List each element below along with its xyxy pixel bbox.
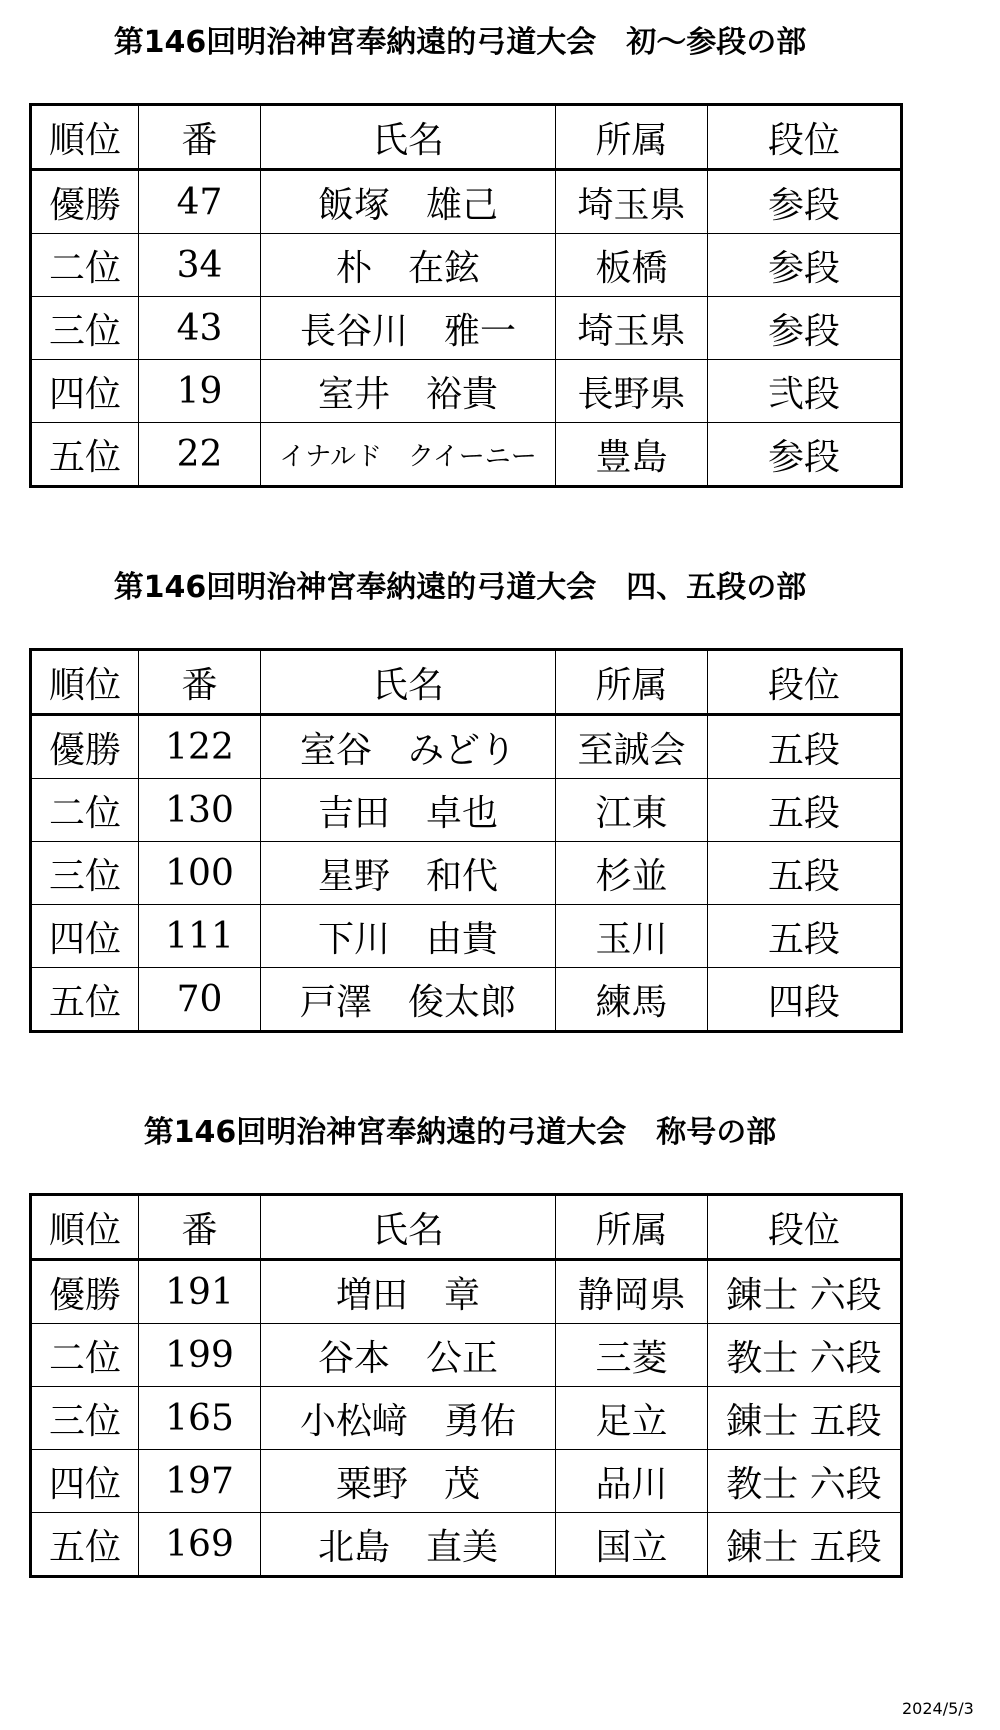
table-row <box>31 842 902 905</box>
table-header-row <box>31 105 902 170</box>
header-name: 氏名 <box>261 1195 556 1260</box>
header-name: 氏名 <box>261 105 556 170</box>
number-cell: 19 <box>139 360 261 423</box>
name-cell: 増田 章 <box>261 1260 556 1324</box>
affiliation-cell: 至誠会 <box>556 715 708 779</box>
rank-cell: 三位 <box>31 297 139 360</box>
table-row <box>31 968 902 1032</box>
table-row <box>31 170 902 234</box>
rank-cell: 五位 <box>31 423 139 487</box>
grade-cell: 五段 <box>708 779 902 842</box>
header-grade: 段位 <box>708 650 902 715</box>
header-rank: 順位 <box>31 105 139 170</box>
rank-cell: 四位 <box>31 905 139 968</box>
table-row <box>31 715 902 779</box>
affiliation-cell: 品川 <box>556 1450 708 1513</box>
table-row <box>31 1450 902 1513</box>
header-affiliation: 所属 <box>556 650 708 715</box>
table-row <box>31 234 902 297</box>
table-row <box>31 1513 902 1577</box>
grade-cell: 錬士 六段 <box>708 1260 902 1324</box>
name-cell: 粟野 茂 <box>261 1450 556 1513</box>
rank-cell: 優勝 <box>31 170 139 234</box>
number-cell: 100 <box>139 842 261 905</box>
table-row <box>31 1387 902 1450</box>
number-cell: 70 <box>139 968 261 1032</box>
name-cell: 谷本 公正 <box>261 1324 556 1387</box>
name-cell: 飯塚 雄己 <box>261 170 556 234</box>
rank-cell: 五位 <box>31 968 139 1032</box>
table-row <box>31 1324 902 1387</box>
name-cell: 吉田 卓也 <box>261 779 556 842</box>
header-affiliation: 所属 <box>556 1195 708 1260</box>
name-cell: 室井 裕貴 <box>261 360 556 423</box>
table-header-row <box>31 1195 902 1260</box>
affiliation-cell: 国立 <box>556 1513 708 1577</box>
affiliation-cell: 静岡県 <box>556 1260 708 1324</box>
number-cell: 199 <box>139 1324 261 1387</box>
grade-cell: 錬士 五段 <box>708 1513 902 1577</box>
grade-cell: 教士 六段 <box>708 1450 902 1513</box>
rank-cell: 二位 <box>31 234 139 297</box>
grade-cell: 錬士 五段 <box>708 1387 902 1450</box>
rank-cell: 二位 <box>31 1324 139 1387</box>
number-cell: 191 <box>139 1260 261 1324</box>
rank-cell: 優勝 <box>31 1260 139 1324</box>
table-row <box>31 297 902 360</box>
name-cell: 北島 直美 <box>261 1513 556 1577</box>
table-row <box>31 905 902 968</box>
affiliation-cell: 玉川 <box>556 905 708 968</box>
grade-cell: 参段 <box>708 297 902 360</box>
rank-cell: 優勝 <box>31 715 139 779</box>
grade-cell: 弐段 <box>708 360 902 423</box>
grade-cell: 教士 六段 <box>708 1324 902 1387</box>
table-header-row <box>31 650 902 715</box>
number-cell: 43 <box>139 297 261 360</box>
header-grade: 段位 <box>708 105 902 170</box>
number-cell: 111 <box>139 905 261 968</box>
affiliation-cell: 三菱 <box>556 1324 708 1387</box>
number-cell: 197 <box>139 1450 261 1513</box>
name-cell: 星野 和代 <box>261 842 556 905</box>
name-cell: 室谷 みどり <box>261 715 556 779</box>
table-row <box>31 1260 902 1324</box>
affiliation-cell: 杉並 <box>556 842 708 905</box>
name-cell: イナルド クイーニー <box>261 423 556 487</box>
number-cell: 22 <box>139 423 261 487</box>
name-cell: 小松﨑 勇佑 <box>261 1387 556 1450</box>
rank-cell: 四位 <box>31 1450 139 1513</box>
results-table <box>29 1193 903 1578</box>
grade-cell: 五段 <box>708 905 902 968</box>
grade-cell: 参段 <box>708 234 902 297</box>
name-cell: 戸澤 俊太郎 <box>261 968 556 1032</box>
affiliation-cell: 豊島 <box>556 423 708 487</box>
affiliation-cell: 江東 <box>556 779 708 842</box>
header-number: 番 <box>139 1195 261 1260</box>
table-row <box>31 360 902 423</box>
header-rank: 順位 <box>31 650 139 715</box>
name-cell: 長谷川 雅一 <box>261 297 556 360</box>
number-cell: 130 <box>139 779 261 842</box>
grade-cell: 参段 <box>708 423 902 487</box>
number-cell: 34 <box>139 234 261 297</box>
table-row <box>31 779 902 842</box>
number-cell: 169 <box>139 1513 261 1577</box>
name-cell: 下川 由貴 <box>261 905 556 968</box>
header-number: 番 <box>139 105 261 170</box>
section-title: 第146回明治神宮奉納遠的弓道大会 四、五段の部 <box>113 570 807 605</box>
grade-cell: 五段 <box>708 715 902 779</box>
affiliation-cell: 板橋 <box>556 234 708 297</box>
name-cell: 朴 在鉉 <box>261 234 556 297</box>
table-row <box>31 423 902 487</box>
affiliation-cell: 埼玉県 <box>556 297 708 360</box>
header-name: 氏名 <box>261 650 556 715</box>
affiliation-cell: 長野県 <box>556 360 708 423</box>
date-stamp: 2024/5/3 <box>902 1699 974 1718</box>
rank-cell: 二位 <box>31 779 139 842</box>
section-title: 第146回明治神宮奉納遠的弓道大会 初～参段の部 <box>113 25 807 60</box>
header-affiliation: 所属 <box>556 105 708 170</box>
number-cell: 47 <box>139 170 261 234</box>
header-grade: 段位 <box>708 1195 902 1260</box>
grade-cell: 参段 <box>708 170 902 234</box>
affiliation-cell: 埼玉県 <box>556 170 708 234</box>
grade-cell: 四段 <box>708 968 902 1032</box>
rank-cell: 三位 <box>31 1387 139 1450</box>
rank-cell: 三位 <box>31 842 139 905</box>
section-title: 第146回明治神宮奉納遠的弓道大会 称号の部 <box>143 1115 777 1150</box>
affiliation-cell: 練馬 <box>556 968 708 1032</box>
number-cell: 165 <box>139 1387 261 1450</box>
header-number: 番 <box>139 650 261 715</box>
header-rank: 順位 <box>31 1195 139 1260</box>
rank-cell: 四位 <box>31 360 139 423</box>
grade-cell: 五段 <box>708 842 902 905</box>
results-table <box>29 103 903 488</box>
rank-cell: 五位 <box>31 1513 139 1577</box>
results-table <box>29 648 903 1033</box>
number-cell: 122 <box>139 715 261 779</box>
affiliation-cell: 足立 <box>556 1387 708 1450</box>
